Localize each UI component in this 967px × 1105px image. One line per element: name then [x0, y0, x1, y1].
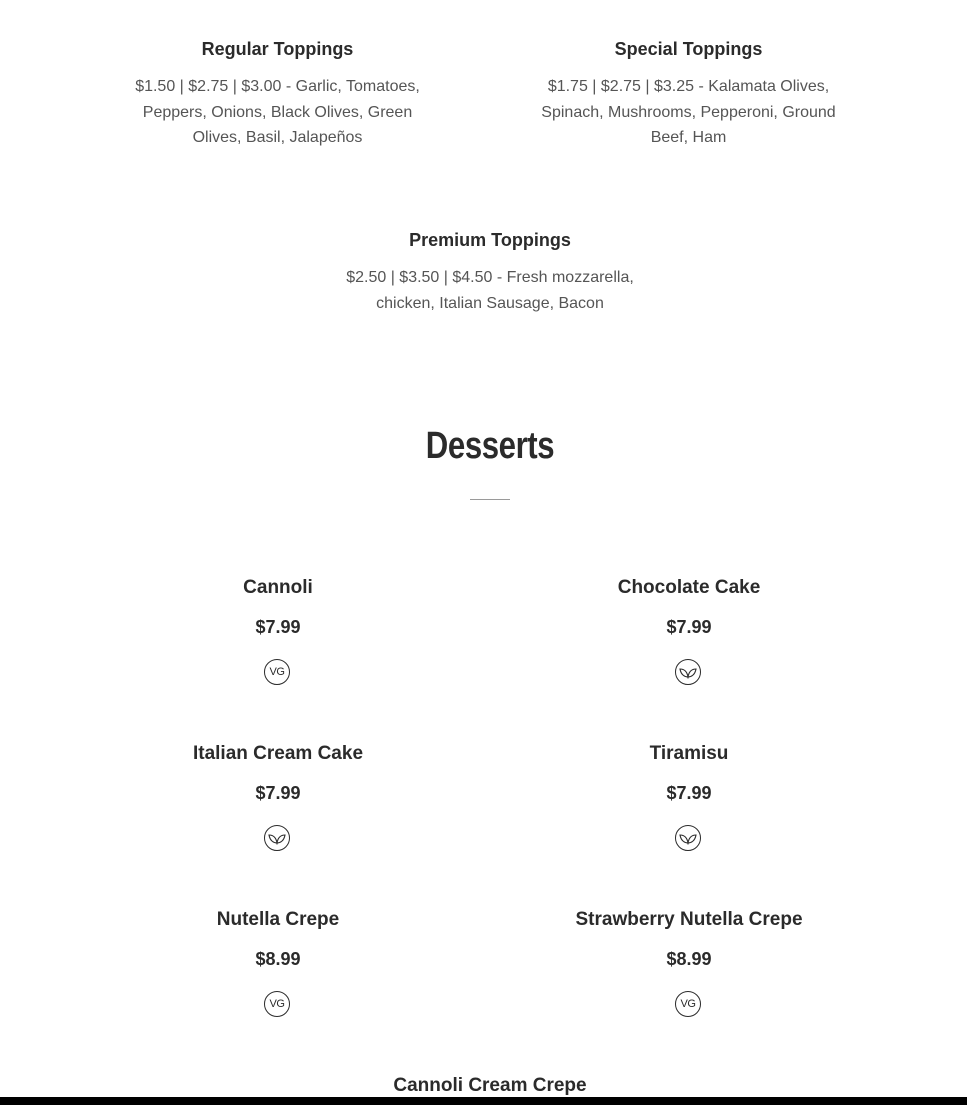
- leaf-icon: [679, 665, 697, 679]
- desc-line: $1.75 | $2.75 | $3.25 - Kalamata Olives,: [547, 78, 830, 95]
- menu-item: [290, 1074, 690, 1098]
- menu-item: [539, 576, 839, 638]
- menu-item-price: $7.99: [255, 617, 301, 637]
- menu-item: [128, 576, 428, 638]
- vegetarian-leaf-icon: [675, 825, 701, 851]
- menu-item-name: Tiramisu: [649, 743, 729, 764]
- leaf-icon: [268, 831, 286, 845]
- topping-group-special: [511, 38, 866, 151]
- badge-text: VG: [269, 666, 285, 678]
- desc-line: chicken, Italian Sausage, Bacon: [376, 294, 604, 312]
- topping-group-desc: [305, 265, 675, 316]
- topping-group-regular: [100, 38, 455, 151]
- menu-item-name: Cannoli Cream Crepe: [393, 1075, 587, 1096]
- topping-group-title: Regular Toppings: [201, 39, 354, 59]
- vegan-badge-icon: [264, 659, 290, 685]
- badge-text: VG: [269, 998, 285, 1010]
- menu-item: [539, 742, 839, 804]
- menu-item-name: Strawberry Nutella Crepe: [575, 909, 803, 930]
- vegetarian-leaf-icon: [675, 659, 701, 685]
- menu-item-name: Italian Cream Cake: [192, 743, 364, 764]
- menu-item-name: Chocolate Cake: [617, 577, 761, 598]
- vegetarian-leaf-icon: [264, 825, 290, 851]
- section-title: Desserts: [425, 425, 555, 467]
- bottom-bar: [0, 1097, 967, 1105]
- topping-group-desc: [100, 74, 455, 151]
- menu-item-name: Cannoli: [243, 577, 313, 598]
- vegan-badge-icon: [675, 991, 701, 1017]
- desc-line: Beef, Ham: [650, 129, 727, 146]
- topping-group-desc: [511, 74, 866, 151]
- section-heading-desserts: [290, 424, 690, 468]
- vegan-badge-icon: [264, 991, 290, 1017]
- desc-line: $2.50 | $3.50 | $4.50 - Fresh mozzarella,: [346, 269, 634, 286]
- menu-item-price: $8.99: [255, 949, 301, 969]
- section-divider: [470, 499, 510, 500]
- badge-text: VG: [680, 998, 696, 1010]
- desc-line: Olives, Basil, Jalapeños: [192, 129, 363, 146]
- menu-item-price: $7.99: [666, 617, 712, 637]
- menu-item-price: $7.99: [255, 783, 301, 803]
- menu-item-name: Nutella Crepe: [216, 909, 340, 930]
- menu-item: [128, 742, 428, 804]
- desc-line: Peppers, Onions, Black Olives, Green: [142, 103, 413, 121]
- topping-group-title: Premium Toppings: [409, 230, 571, 250]
- menu-item-price: $7.99: [666, 783, 712, 803]
- menu-item: [128, 908, 428, 970]
- menu-item-price: $8.99: [666, 949, 712, 969]
- desc-line: Spinach, Mushrooms, Pepperoni, Ground: [541, 103, 836, 121]
- menu-item: [539, 908, 839, 970]
- leaf-icon: [679, 831, 697, 845]
- topping-group-title: Special Toppings: [614, 39, 763, 59]
- desc-line: $1.50 | $2.75 | $3.00 - Garlic, Tomatoes,: [135, 78, 420, 95]
- topping-group-premium: [305, 229, 675, 316]
